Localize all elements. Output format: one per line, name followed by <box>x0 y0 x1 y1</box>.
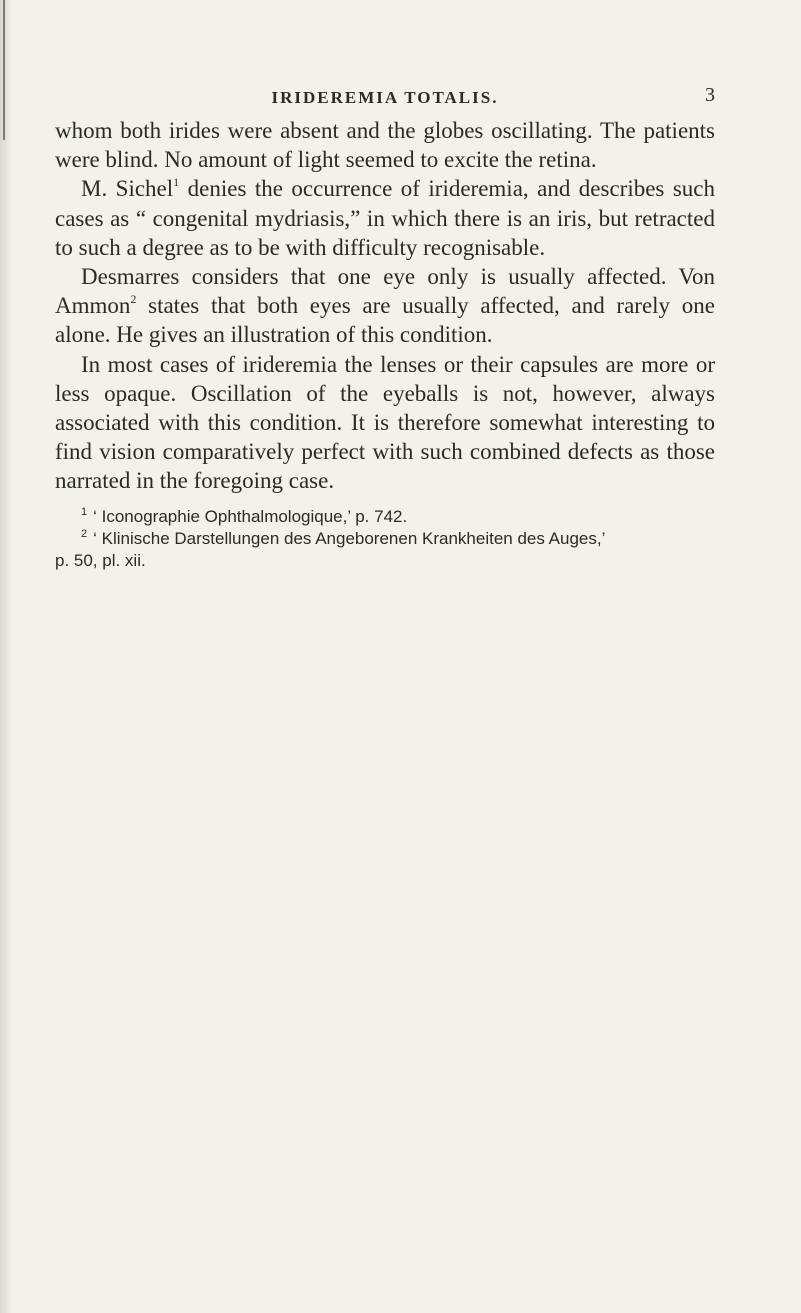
paragraph-2-text-a: M. Sichel <box>81 176 174 202</box>
paragraph-2 <box>55 174 715 262</box>
footnote-1 <box>55 506 715 528</box>
paragraph-1 <box>55 116 715 174</box>
page-edge-line <box>3 0 5 140</box>
footnote-1-marker: 1 <box>81 505 88 518</box>
page-number: 3 <box>705 84 715 106</box>
footnote-ref-1: 1 <box>173 175 180 190</box>
paragraph-2-text-b: denies the occurrence of irideremia, and describes such cases as “ congenital mydriasis,” in which there is an iris, but retracted to such a degree as to be with difficulty recognisable. <box>55 176 715 260</box>
paragraph-4-text: In most cases of irideremia the lenses or their capsules are more or less opaque. Oscillation of the eyeballs is not, however, always associated with this condition. It is therefore somewhat interesting to find vision comparatively perfect with such combined defects as those narrated in the foregoing case. <box>55 351 715 494</box>
page-edge-shadow <box>0 0 12 1313</box>
footnotes <box>55 506 715 572</box>
footnote-2-continuation: p. 50, pl. xii. <box>55 550 146 570</box>
paragraph-3-text-a: Desmarres considers that one eye only is usually affected. Von Ammon <box>55 264 715 319</box>
footnote-2-text: ‘ Klinische Darstellungen des Angeborenen Krankheiten des Auges,’ <box>93 528 606 548</box>
running-title: IRIDEREMIA TOTALIS. <box>271 88 499 107</box>
body-text <box>55 116 715 496</box>
paragraph-3 <box>55 262 715 350</box>
paragraph-3-text-b: states that both eyes are usually affected, and rarely one alone. He gives an illustration of this condition. <box>55 293 715 348</box>
paragraph-1-text: whom both irides were absent and the globes oscillating. The patients were blind. No amount of light seemed to excite the retina. <box>55 118 715 173</box>
page-header <box>55 80 715 116</box>
footnote-2 <box>55 528 715 550</box>
book-page <box>55 80 715 572</box>
footnote-2-marker: 2 <box>81 527 88 540</box>
paragraph-4 <box>55 350 715 496</box>
footnote-ref-2: 2 <box>130 292 137 307</box>
footnote-1-text: ‘ Iconographie Ophthalmologique,’ p. 742. <box>93 506 408 526</box>
